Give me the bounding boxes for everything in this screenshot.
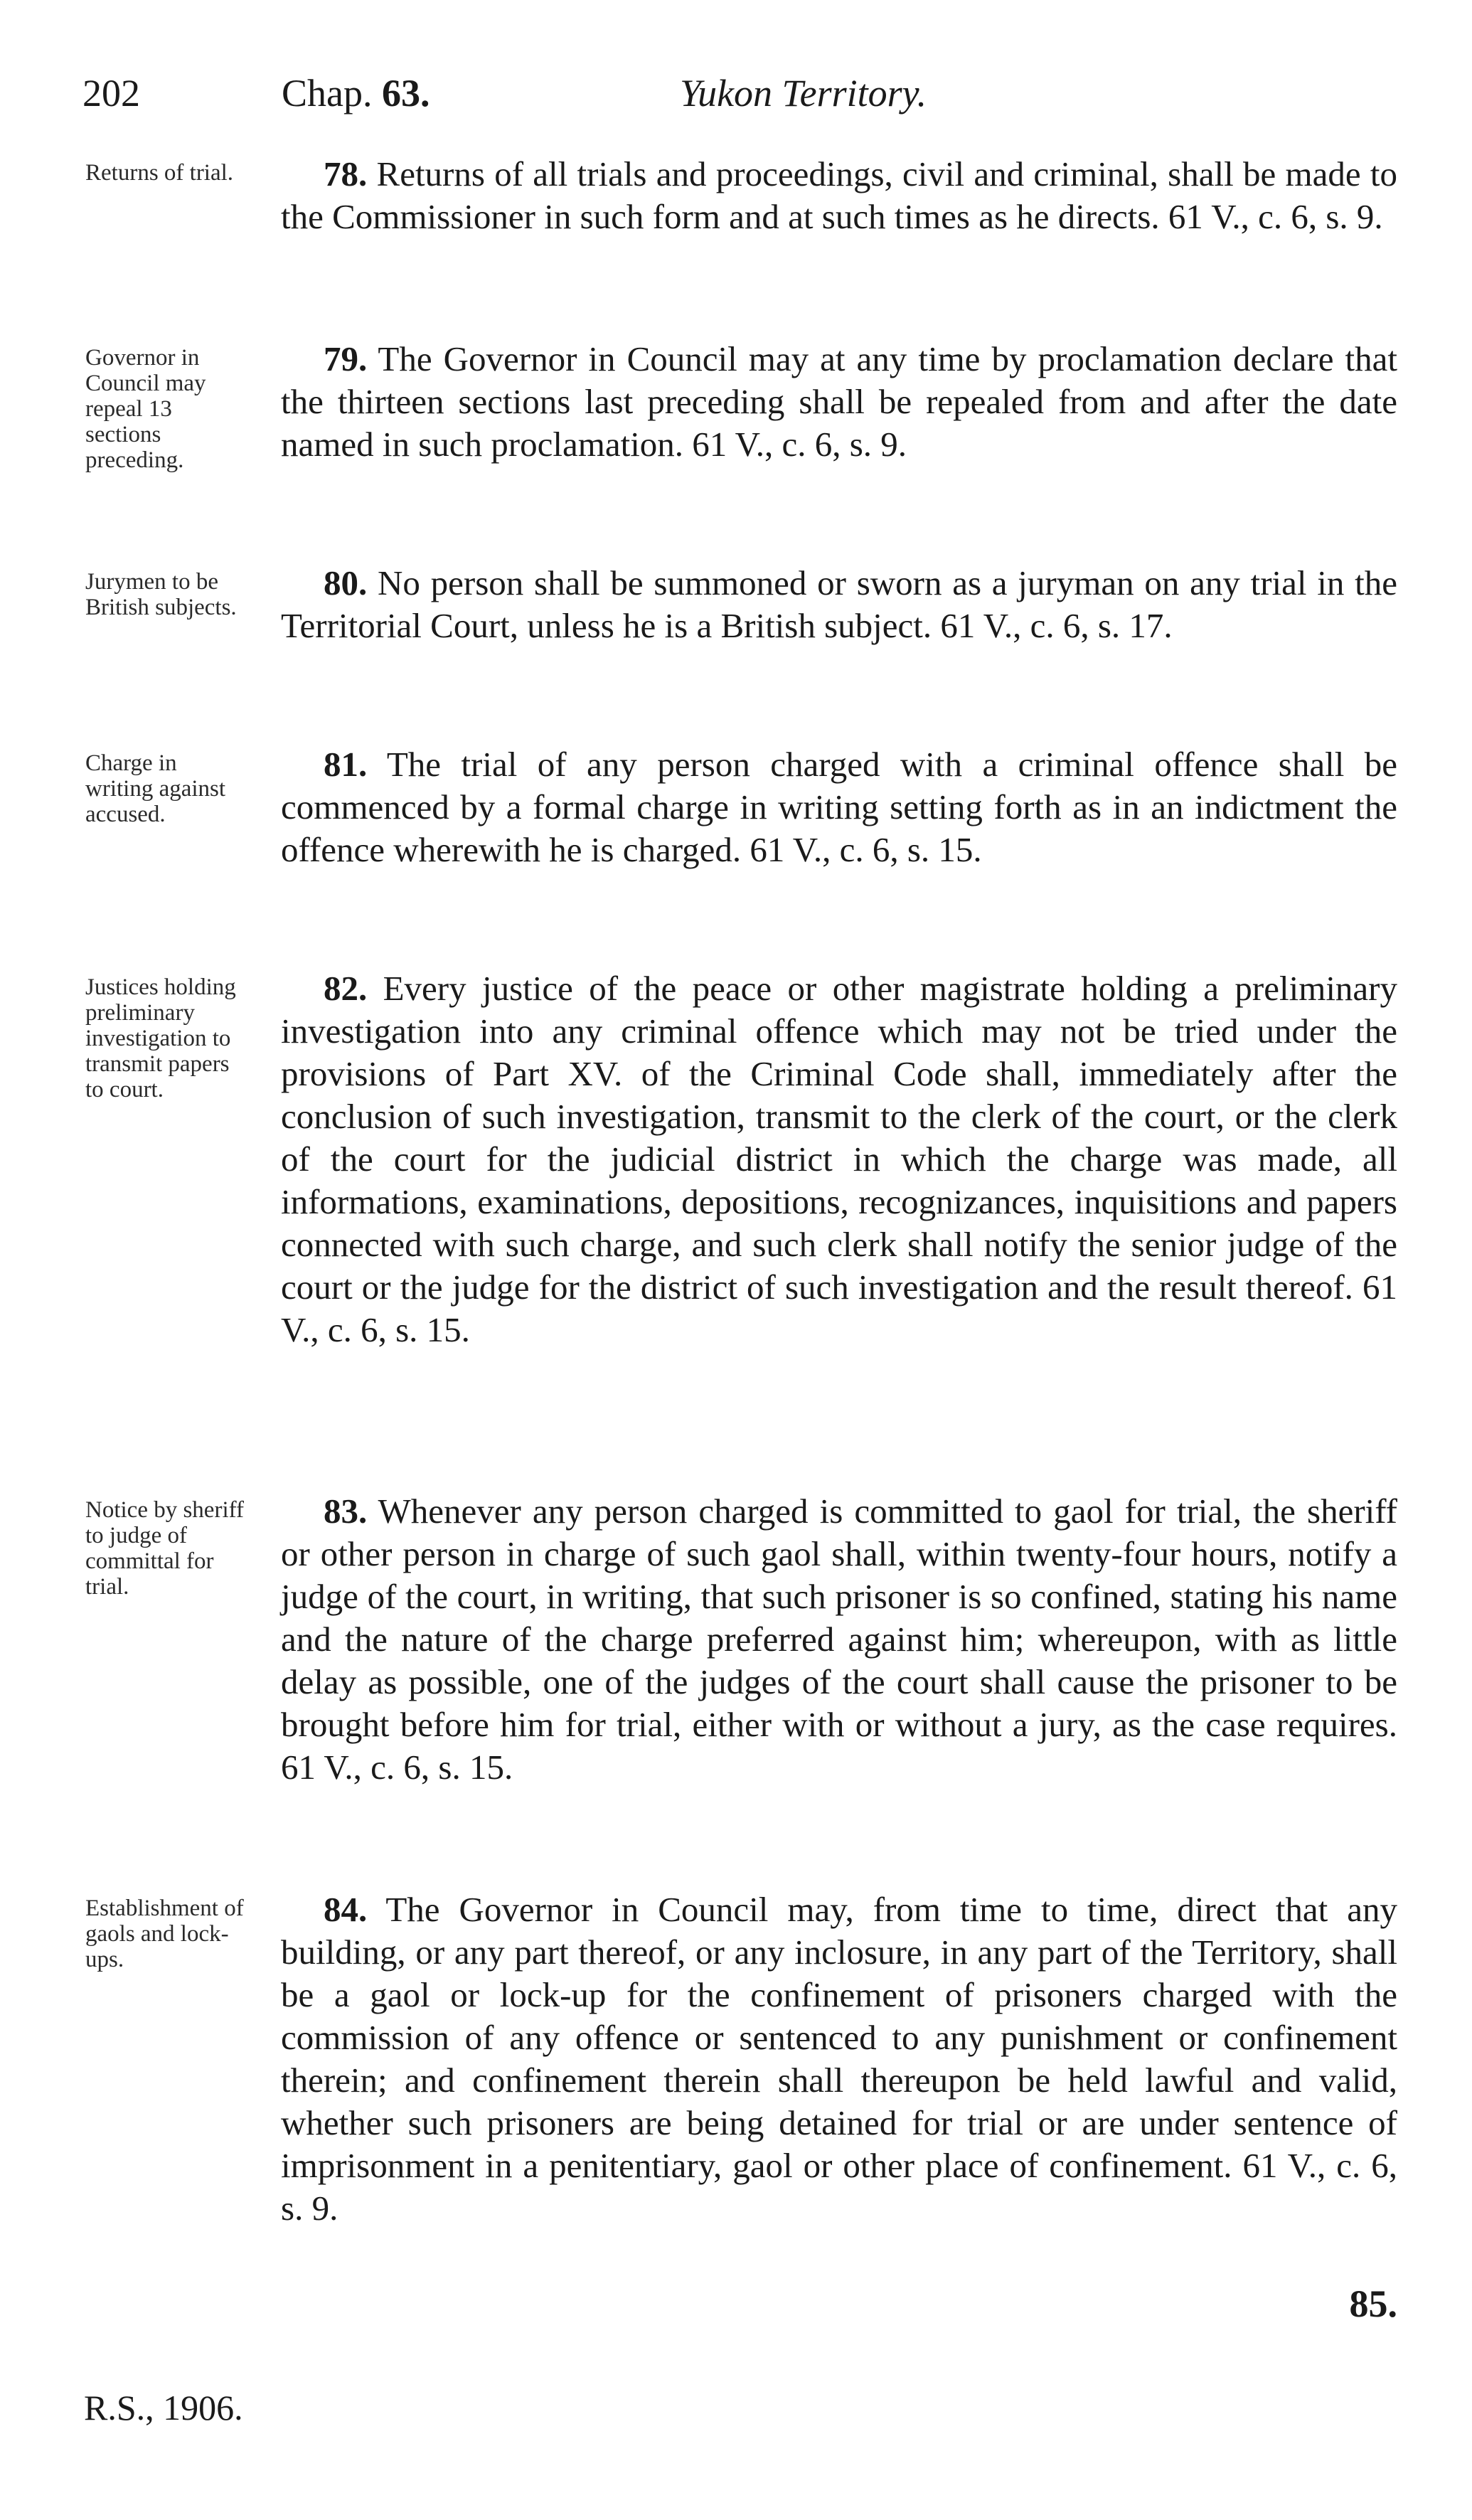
margin-note: Establishment of gaols and lock-ups. bbox=[85, 1896, 244, 1972]
section-text: Returns of all trials and proceedings, civil and criminal, shall be made to the Commissioner in such form and at such times as he directs. 61 V., c. 6, s. 9. bbox=[281, 154, 1397, 236]
section-text: Whenever any person charged is committed to gaol for trial, the sheriff or other person in charge of such gaol shall, within twenty-four hours, notify a judge of the court, in writing, that such prisoner is so confined, stating his name and the nature of the charge preferred against him; whereupon, with as little delay as possible, one of the judges of the court shall cause the prisoner to be brought before him for trial, either with or without a jury, as the case requires. 61 V., c. 6, s. 15. bbox=[281, 1492, 1398, 1787]
chapter-prefix: Chap. bbox=[282, 72, 373, 115]
section-number: 83. bbox=[324, 1492, 368, 1531]
section-body bbox=[281, 1490, 1397, 1789]
section-number: 79. bbox=[324, 339, 368, 378]
running-title: Yukon Territory. bbox=[680, 72, 927, 115]
chapter-number: 63. bbox=[382, 72, 430, 115]
section-number: 80. bbox=[324, 563, 368, 602]
section-body bbox=[281, 153, 1397, 238]
section-body bbox=[281, 743, 1397, 871]
footer-note: R.S., 1906. bbox=[84, 2388, 243, 2428]
section-text: Every justice of the peace or other magistrate holding a preliminary investigation into any criminal offence which may not be tried under the provisions of Part XV. of the Criminal Code shall, immediately after the conclusion of such investigation, transmit to the clerk of the court, or the clerk of the court for the judicial district in which the charge was made, all informations, examinations, depositions, recognizances, inquisitions and papers connected with such charge, and such clerk shall notify the senior judge of the court or the judge for the district of such investigation and the result thereof. 61 V., c. 6, s. 15. bbox=[281, 969, 1398, 1349]
section-text: The trial of any person charged with a criminal offence shall be commenced by a formal charge in writing setting forth as in an indictment the offence wherewith he is charged. 61 V., c. 6, s. 15. bbox=[281, 745, 1397, 869]
section-body bbox=[281, 562, 1397, 647]
margin-note: Justices holding preliminary investigation to transmit papers to court. bbox=[85, 974, 236, 1102]
section-body bbox=[281, 967, 1397, 1351]
chapter-label bbox=[282, 61, 430, 125]
margin-note: Returns of trial. bbox=[85, 160, 234, 186]
section-number: 81. bbox=[324, 745, 368, 784]
margin-note: Jurymen to be British subjects. bbox=[85, 569, 237, 620]
margin-note: Governor in Council may repeal 13 sections preceding. bbox=[85, 345, 206, 473]
margin-note: Notice by sheriff to judge of committal for trial. bbox=[85, 1497, 244, 1600]
section-number: 82. bbox=[324, 969, 368, 1008]
margin-note: Charge in writing against accused. bbox=[85, 750, 226, 827]
section-text: The Governor in Council may, from time to time, direct that any building, or any part thereof, or any inclosure, in any part of the Territory, shall be a gaol or lock-up for the confinement of prisoners charged with the commission of any offence or sentenced to any punishment or confinement therein; and confinement therein shall thereupon be held lawful and valid, whether such prisoners are being detained for trial or are under sentence of imprisonment in a penitentiary, gaol or other place of confinement. 61 V., c. 6, s. 9. bbox=[281, 1890, 1397, 2228]
section-number: 78. bbox=[324, 154, 368, 193]
page-header bbox=[82, 61, 1405, 125]
section-text: The Governor in Council may at any time by proclamation declare that the thirteen sections last preceding shall be repealed from and after the date named in such proclamation. 61 V., c. 6, s. 9. bbox=[281, 339, 1397, 464]
section-text: No person shall be summoned or sworn as a juryman on any trial in the Territorial Court, unless he is a British subject. 61 V., c. 6, s. 17. bbox=[281, 563, 1397, 645]
page-number: 202 bbox=[82, 72, 140, 115]
catchword: 85. bbox=[1349, 2282, 1397, 2325]
section-body bbox=[281, 338, 1397, 466]
section-body bbox=[281, 1888, 1397, 2230]
section-number: 84. bbox=[324, 1890, 368, 1929]
